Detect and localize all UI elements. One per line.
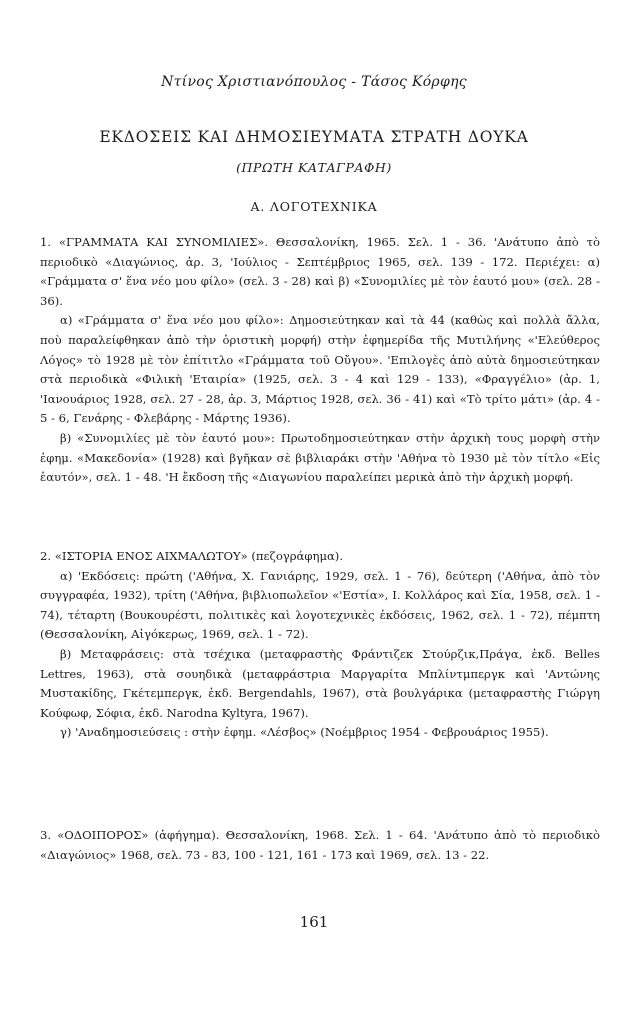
entry-2-heading-paragraph: 2. «ΙΣΤΟΡΙΑ ΕΝΟΣ ΑΙΧΜΑΛΩΤΟΥ» (πεζογράφημα). xyxy=(40,549,344,563)
page-title: ΕΚΔΟΣΕΙΣ ΚΑΙ ΔΗΜΟΣΙΕΥΜΑΤΑ ΣΤΡΑΤΗ ΔΟΥΚΑ xyxy=(99,128,529,146)
page-subtitle: (ΠΡΩΤΗ ΚΑΤΑΓΡΑΦΗ) xyxy=(236,160,392,175)
page-number: 161 xyxy=(299,913,329,931)
bibliography-entry-1 xyxy=(40,233,600,488)
entry-2-paragraph-b: β) Μεταφράσεις: στὰ τσέχικα (μεταφραστὴς Φράντιζεκ Στούρζικ,Πράγα, ἐκδ. Belles Lettres, 1963), στὰ σουηδικὰ (μεταφράστρια Μαργαρίτα Μπλίντμπεργκ καὶ 'Αντώνης Μυστακίδης, Γκέτεμπεργκ, ἐκδ. Bergendahls, 1967), στὰ βουλγάρικα (μεταφραστὴς Γιώργη Κούφωφ, Σόφια, ἐκδ. Narodna Kyltyra, 1967). xyxy=(40,646,600,720)
entry-3-heading-paragraph: 3. «ΟΔΟΙΠΟΡΟΣ» (ἀφήγημα). Θεσσαλονίκη, 1968. Σελ. 1 - 64. 'Ανάτυπο ἀπὸ τὸ περιοδικὸ «Διαγώνιος» 1968, σελ. 73 - 83, 100 - 121, 161 - 173 καὶ 1969, σελ. 13 - 22. xyxy=(40,828,600,862)
entry-2-paragraph-c: γ) 'Αναδημοσιεύσεις : στὴν ἐφημ. «Λέσβος» (Νοέμβριος 1954 - Φεβρουάριος 1955). xyxy=(60,725,549,740)
bibliography-entry-3 xyxy=(40,826,600,865)
bibliography-entry-2 xyxy=(40,547,600,743)
entry-1-paragraph-b: β) «Συνομιλίες μὲ τὸν ἑαυτό μου»: Πρωτοδημοσιεύτηκαν στὴν ἀρχικὴ τους μορφὴ στὴν ἐφημ. «Μακεδονία» (1928) καὶ βγῆκαν σὲ βιβλιαράκι στὴν 'Αθήνα τὸ 1930 μὲ τὸν τίτλο «Εἰς ἑαυτόν», σελ. 1 - 48. 'Η ἔκδοση τῆς «Διαγωνίου παραλείπει μερικὰ ἀπὸ τὴν ἀρχικὴ μορφή. xyxy=(40,430,600,485)
entry-1-heading-paragraph: 1. «ΓΡΑΜΜΑΤΑ ΚΑΙ ΣΥΝΟΜΙΛΙΕΣ». Θεσσαλονίκη, 1965. Σελ. 1 - 36. 'Ανάτυπο ἀπὸ τὸ περιοδικὸ «Διαγώνιος, ἀρ. 3, 'Ιούλιος - Σεπτέμβριος 1965, σελ. 139 - 172. Περιέχει: α) «Γράμματα σ' ἕνα νέο μου φίλο» (σελ. 3 - 28) καὶ β) «Συνομιλίες μὲ τὸν ἑαυτό μου» (σελ. 28 - 36). xyxy=(40,235,600,308)
authors-line: Ντίνος Χριστιανόπουλος - Τάσος Κόρφης xyxy=(161,74,467,90)
entry-2-paragraph-a: α) 'Εκδόσεις: πρώτη ('Αθήνα, Χ. Γανιάρης, 1929, σελ. 1 - 76), δεύτερη ('Αθήνα, ἀπὸ τὸν συγγραφέα, 1932), τρίτη ('Αθήνα, βιβλιοπωλεῖον «'Εστία», Ι. Κολλάρος καὶ Σία, 1958, σελ. 1 - 74), τέταρτη (Βουκουρέστι, πολιτικὲς καὶ λογοτεχνικὲς ἐκδόσεις, 1962, σελ. 1 - 72), πέμπτη (Θεσσαλονίκη, Αἰγόκερως, 1969, σελ. 1 - 72). xyxy=(40,568,600,642)
entry-1-paragraph-a: α) «Γράμματα σ' ἕνα νέο μου φίλο»: Δημοσιεύτηκαν καὶ τὰ 44 (καθὼς καὶ πολλὰ ἄλλα, ποὺ παραλείφθηκαν ἀπὸ τὴν ὁριστικὴ μορφή) στὴν ἐφημερίδα τῆς Μυτιλήνης «'Ελεύθερος Λόγος» τὸ 1928 μὲ τὸν ἐπίτιτλο «Γράμματα τοῦ Οὔγου». 'Επιλογὲς ἀπὸ αὐτὰ δημοσιεύτηκαν στὰ περιοδικὰ «Φιλικὴ 'Εταιρία» (1925, σελ. 3 - 4 καὶ 129 - 133), «Φραγγέλιο» (ἀρ. 1, 'Ιανουάριος 1928, σελ. 27 - 28, ἀρ. 3, Μάρτιος 1928, σελ. 36 - 41) καὶ «Τὸ τρίτο μάτι» (ἀρ. 4 - 5 - 6, Γενάρης - Φλεβάρης - Μάρτης 1936). xyxy=(40,313,600,426)
section-heading: Α. ΛΟΓΟΤΕΧΝΙΚΑ xyxy=(250,199,378,214)
